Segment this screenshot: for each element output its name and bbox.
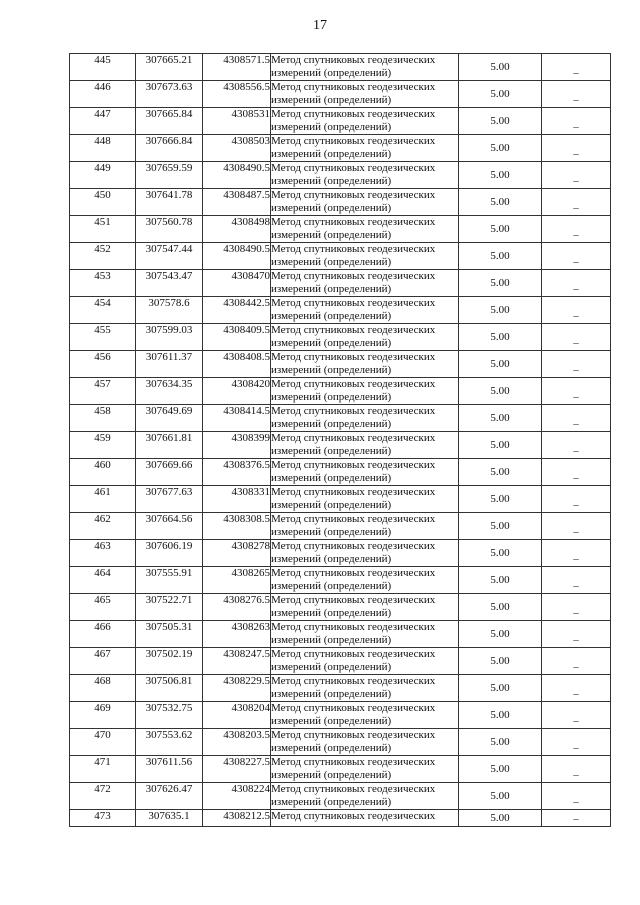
x-coordinate-cell: 307673.63 [136,81,203,108]
y-coordinate-cell: 4308556.5 [203,81,271,108]
point-number-cell: 461 [70,486,136,513]
y-coordinate-cell: 4308470 [203,270,271,297]
note-cell: – [542,702,611,729]
point-number-cell: 464 [70,567,136,594]
note-cell: – [542,108,611,135]
y-coordinate-cell: 4308203.5 [203,729,271,756]
point-number-cell: 469 [70,702,136,729]
y-coordinate-cell: 4308278 [203,540,271,567]
point-number-cell: 462 [70,513,136,540]
accuracy-cell: 5.00 [459,297,542,324]
x-coordinate-cell: 307532.75 [136,702,203,729]
accuracy-cell: 5.00 [459,324,542,351]
table-row [70,135,611,162]
point-number-cell: 446 [70,81,136,108]
table-row [70,243,611,270]
accuracy-cell: 5.00 [459,54,542,81]
x-coordinate-cell: 307599.03 [136,324,203,351]
point-number-cell: 447 [70,108,136,135]
point-number-cell: 466 [70,621,136,648]
accuracy-cell: 5.00 [459,810,542,827]
table-row [70,378,611,405]
point-number-cell: 465 [70,594,136,621]
point-number-cell: 445 [70,54,136,81]
accuracy-cell: 5.00 [459,621,542,648]
x-coordinate-cell: 307522.71 [136,594,203,621]
y-coordinate-cell: 4308490.5 [203,162,271,189]
method-cell: Метод спутниковых геодезических измерений (определений) [271,351,459,378]
table-row [70,513,611,540]
x-coordinate-cell: 307666.84 [136,135,203,162]
table-row [70,594,611,621]
table-row [70,108,611,135]
accuracy-cell: 5.00 [459,378,542,405]
accuracy-cell: 5.00 [459,459,542,486]
accuracy-cell: 5.00 [459,216,542,243]
x-coordinate-cell: 307606.19 [136,540,203,567]
x-coordinate-cell: 307611.56 [136,756,203,783]
x-coordinate-cell: 307649.69 [136,405,203,432]
note-cell: – [542,432,611,459]
method-cell: Метод спутниковых геодезических измерений (определений) [271,486,459,513]
x-coordinate-cell: 307626.47 [136,783,203,810]
point-number-cell: 458 [70,405,136,432]
note-cell: – [542,621,611,648]
y-coordinate-cell: 4308331 [203,486,271,513]
method-cell: Метод спутниковых геодезических измерений (определений) [271,378,459,405]
table-row [70,351,611,378]
y-coordinate-cell: 4308399 [203,432,271,459]
x-coordinate-cell: 307661.81 [136,432,203,459]
method-cell: Метод спутниковых геодезических измерений (определений) [271,108,459,135]
accuracy-cell: 5.00 [459,729,542,756]
method-cell: Метод спутниковых геодезических измерений (определений) [271,783,459,810]
accuracy-cell: 5.00 [459,594,542,621]
point-number-cell: 457 [70,378,136,405]
method-cell: Метод спутниковых геодезических измерений (определений) [271,756,459,783]
accuracy-cell: 5.00 [459,135,542,162]
accuracy-cell: 5.00 [459,648,542,675]
y-coordinate-cell: 4308442.5 [203,297,271,324]
method-cell: Метод спутниковых геодезических измерений (определений) [271,621,459,648]
x-coordinate-cell: 307543.47 [136,270,203,297]
note-cell: – [542,567,611,594]
table-row [70,81,611,108]
y-coordinate-cell: 4308227.5 [203,756,271,783]
y-coordinate-cell: 4308414.5 [203,405,271,432]
point-number-cell: 467 [70,648,136,675]
accuracy-cell: 5.00 [459,405,542,432]
point-number-cell: 452 [70,243,136,270]
accuracy-cell: 5.00 [459,783,542,810]
accuracy-cell: 5.00 [459,540,542,567]
point-number-cell: 473 [70,810,136,827]
y-coordinate-cell: 4308490.5 [203,243,271,270]
method-cell: Метод спутниковых геодезических [271,810,459,827]
accuracy-cell: 5.00 [459,675,542,702]
note-cell: – [542,783,611,810]
point-number-cell: 451 [70,216,136,243]
x-coordinate-cell: 307665.21 [136,54,203,81]
accuracy-cell: 5.00 [459,432,542,459]
y-coordinate-cell: 4308212.5 [203,810,271,827]
method-cell: Метод спутниковых геодезических измерений (определений) [271,81,459,108]
table-row [70,297,611,324]
y-coordinate-cell: 4308204 [203,702,271,729]
accuracy-cell: 5.00 [459,567,542,594]
page-number: 17 [313,18,327,33]
method-cell: Метод спутниковых геодезических измерений (определений) [271,162,459,189]
accuracy-cell: 5.00 [459,513,542,540]
table-row [70,459,611,486]
note-cell: – [542,513,611,540]
table-row [70,54,611,81]
point-number-cell: 449 [70,162,136,189]
y-coordinate-cell: 4308409.5 [203,324,271,351]
y-coordinate-cell: 4308487.5 [203,189,271,216]
table-row [70,756,611,783]
note-cell: – [542,378,611,405]
x-coordinate-cell: 307641.78 [136,189,203,216]
note-cell: – [542,756,611,783]
table-row [70,648,611,675]
method-cell: Метод спутниковых геодезических измерений (определений) [271,594,459,621]
table-row [70,189,611,216]
table-row [70,621,611,648]
x-coordinate-cell: 307665.84 [136,108,203,135]
accuracy-cell: 5.00 [459,702,542,729]
table-row [70,729,611,756]
accuracy-cell: 5.00 [459,108,542,135]
accuracy-cell: 5.00 [459,243,542,270]
table-row [70,567,611,594]
note-cell: – [542,324,611,351]
note-cell: – [542,405,611,432]
y-coordinate-cell: 4308229.5 [203,675,271,702]
accuracy-cell: 5.00 [459,162,542,189]
y-coordinate-cell: 4308376.5 [203,459,271,486]
method-cell: Метод спутниковых геодезических измерений (определений) [271,297,459,324]
y-coordinate-cell: 4308498 [203,216,271,243]
table-row [70,540,611,567]
table-row [70,216,611,243]
note-cell: – [542,540,611,567]
x-coordinate-cell: 307634.35 [136,378,203,405]
point-number-cell: 453 [70,270,136,297]
x-coordinate-cell: 307578.6 [136,297,203,324]
x-coordinate-cell: 307506.81 [136,675,203,702]
y-coordinate-cell: 4308265 [203,567,271,594]
x-coordinate-cell: 307669.66 [136,459,203,486]
x-coordinate-cell: 307505.31 [136,621,203,648]
accuracy-cell: 5.00 [459,81,542,108]
note-cell: – [542,162,611,189]
table-row [70,702,611,729]
accuracy-cell: 5.00 [459,756,542,783]
point-number-cell: 459 [70,432,136,459]
note-cell: – [542,486,611,513]
table-row [70,432,611,459]
method-cell: Метод спутниковых геодезических измерений (определений) [271,675,459,702]
note-cell: – [542,297,611,324]
table-row [70,405,611,432]
point-number-cell: 463 [70,540,136,567]
note-cell: – [542,270,611,297]
method-cell: Метод спутниковых геодезических измерений (определений) [271,405,459,432]
y-coordinate-cell: 4308531 [203,108,271,135]
x-coordinate-cell: 307664.56 [136,513,203,540]
note-cell: – [542,54,611,81]
y-coordinate-cell: 4308263 [203,621,271,648]
y-coordinate-cell: 4308276.5 [203,594,271,621]
method-cell: Метод спутниковых геодезических измерений (определений) [271,567,459,594]
coordinates-table [69,53,611,827]
x-coordinate-cell: 307659.59 [136,162,203,189]
x-coordinate-cell: 307560.78 [136,216,203,243]
point-number-cell: 448 [70,135,136,162]
method-cell: Метод спутниковых геодезических измерений (определений) [271,324,459,351]
table-row [70,324,611,351]
accuracy-cell: 5.00 [459,486,542,513]
y-coordinate-cell: 4308224 [203,783,271,810]
method-cell: Метод спутниковых геодезических измерений (определений) [271,540,459,567]
note-cell: – [542,459,611,486]
note-cell: – [542,675,611,702]
table-row [70,162,611,189]
method-cell: Метод спутниковых геодезических измерений (определений) [271,513,459,540]
note-cell: – [542,648,611,675]
point-number-cell: 456 [70,351,136,378]
accuracy-cell: 5.00 [459,189,542,216]
note-cell: – [542,351,611,378]
method-cell: Метод спутниковых геодезических измерений (определений) [271,216,459,243]
method-cell: Метод спутниковых геодезических измерений (определений) [271,648,459,675]
point-number-cell: 468 [70,675,136,702]
x-coordinate-cell: 307553.62 [136,729,203,756]
table-row [70,675,611,702]
y-coordinate-cell: 4308503 [203,135,271,162]
x-coordinate-cell: 307547.44 [136,243,203,270]
method-cell: Метод спутниковых геодезических измерений (определений) [271,54,459,81]
x-coordinate-cell: 307635.1 [136,810,203,827]
table-row [70,486,611,513]
table-row [70,270,611,297]
x-coordinate-cell: 307502.19 [136,648,203,675]
coordinates-table-body [70,54,611,827]
method-cell: Метод спутниковых геодезических измерений (определений) [271,189,459,216]
accuracy-cell: 5.00 [459,270,542,297]
accuracy-cell: 5.00 [459,351,542,378]
note-cell: – [542,81,611,108]
x-coordinate-cell: 307555.91 [136,567,203,594]
method-cell: Метод спутниковых геодезических измерений (определений) [271,270,459,297]
point-number-cell: 472 [70,783,136,810]
point-number-cell: 450 [70,189,136,216]
note-cell: – [542,810,611,827]
method-cell: Метод спутниковых геодезических измерений (определений) [271,702,459,729]
method-cell: Метод спутниковых геодезических измерений (определений) [271,459,459,486]
x-coordinate-cell: 307611.37 [136,351,203,378]
y-coordinate-cell: 4308308.5 [203,513,271,540]
note-cell: – [542,216,611,243]
note-cell: – [542,729,611,756]
note-cell: – [542,243,611,270]
point-number-cell: 460 [70,459,136,486]
y-coordinate-cell: 4308247.5 [203,648,271,675]
point-number-cell: 470 [70,729,136,756]
point-number-cell: 471 [70,756,136,783]
table-row [70,810,611,827]
method-cell: Метод спутниковых геодезических измерений (определений) [271,243,459,270]
note-cell: – [542,189,611,216]
method-cell: Метод спутниковых геодезических измерений (определений) [271,729,459,756]
y-coordinate-cell: 4308408.5 [203,351,271,378]
note-cell: – [542,594,611,621]
note-cell: – [542,135,611,162]
point-number-cell: 454 [70,297,136,324]
method-cell: Метод спутниковых геодезических измерений (определений) [271,135,459,162]
x-coordinate-cell: 307677.63 [136,486,203,513]
y-coordinate-cell: 4308571.5 [203,54,271,81]
table-row [70,783,611,810]
point-number-cell: 455 [70,324,136,351]
method-cell: Метод спутниковых геодезических измерений (определений) [271,432,459,459]
y-coordinate-cell: 4308420 [203,378,271,405]
